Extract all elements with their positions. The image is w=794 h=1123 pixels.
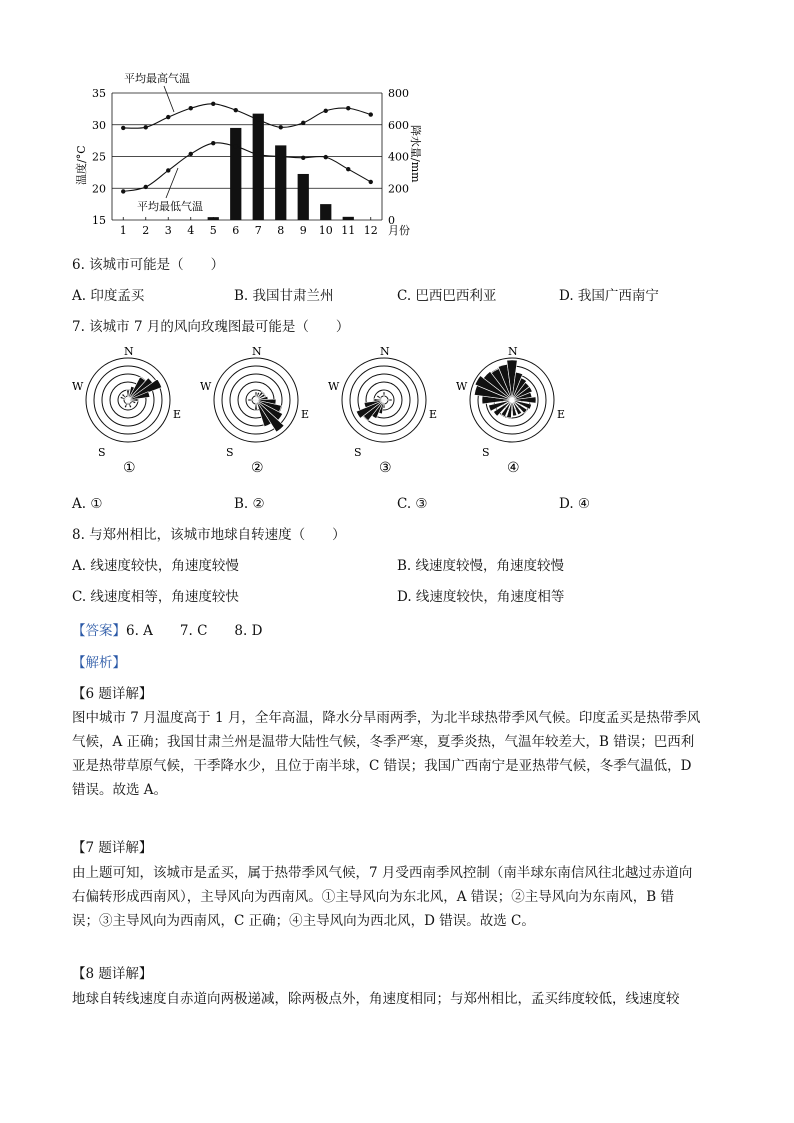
- detail-8-body: [72, 987, 722, 1011]
- temp-high-point: [144, 125, 148, 129]
- precip-bar: [230, 128, 241, 220]
- precip-bar: [298, 174, 309, 220]
- x-tick-label: 12: [363, 224, 378, 237]
- rose-figure-label: ③: [379, 460, 392, 476]
- wind-rose-1: [72, 345, 181, 476]
- temp-low-point: [324, 155, 328, 159]
- leader-high: [164, 86, 174, 112]
- temp-low-point: [211, 141, 215, 145]
- temp-low-point: [144, 185, 148, 189]
- temp-high-point: [256, 117, 260, 121]
- y-left-tick-label: 20: [92, 182, 106, 196]
- temp-high-point: [121, 126, 125, 130]
- climate-chart: [60, 70, 440, 245]
- q8-stem: 8. 与郑州相比，该城市地球自转速度（ ）: [72, 527, 346, 543]
- x-tick-label: 10: [318, 224, 333, 237]
- detail-7-line: 误；③主导风向为西南风，C 正确；④主导风向为西北风，D 错误。故选 C。: [72, 913, 535, 929]
- y-left-tick-label: 30: [92, 118, 106, 132]
- temp-high-point: [301, 121, 305, 125]
- x-tick-label: 11: [341, 224, 356, 237]
- rose-south-label: S: [226, 446, 234, 459]
- answer-tag: 【答案】: [72, 623, 126, 639]
- detail-7-line: 由上题可知，该城市是孟买，属于热带季风气候，7 月受西南季风控制（南半球东南信风往北越过赤道向: [72, 865, 693, 881]
- temp-high-point: [369, 112, 373, 116]
- x-tick-label: 6: [232, 224, 240, 237]
- rose-east-label: E: [173, 408, 182, 421]
- precip-bar: [253, 114, 264, 220]
- detail-8-title: 【8 题详解】: [72, 966, 153, 982]
- q6-option-d[interactable]: D. 我国广西南宁: [559, 288, 659, 304]
- x-tick-label: 2: [142, 224, 150, 237]
- detail-8-line: 地球自转线速度自赤道向两极递减，除两极点外，角速度相同；与郑州相比，孟买纬度较低，线速度较: [72, 991, 680, 1007]
- temp-low-point: [166, 168, 170, 172]
- detail-7-body: [72, 861, 722, 933]
- rose-north-label: N: [508, 345, 518, 358]
- y-left-label: 温度/°C: [75, 145, 88, 185]
- temp-high-point: [234, 108, 238, 112]
- temp-low-point: [279, 154, 283, 158]
- y-right-tick-label: 800: [388, 87, 409, 100]
- rose-figure-label: ④: [507, 460, 520, 476]
- x-tick-label: 3: [164, 224, 172, 237]
- rose-petal: [384, 399, 392, 401]
- q6-stem: 6. 该城市可能是（ ）: [72, 257, 225, 273]
- precip-bar: [343, 217, 354, 220]
- y-right-tick-label: 600: [388, 118, 409, 132]
- y-right-tick-label: 400: [388, 150, 409, 164]
- x-tick-label: 8: [277, 224, 285, 237]
- temp-high-point: [346, 106, 350, 110]
- wind-rose-2: [200, 345, 309, 476]
- temp-high-point: [324, 109, 328, 113]
- series-label-high: 平均最高气温: [124, 72, 190, 85]
- rose-petal: [383, 392, 385, 400]
- rose-south-label: S: [98, 446, 106, 459]
- temp-low-point: [369, 180, 373, 184]
- rose-west-label: W: [72, 380, 84, 393]
- detail-6-body: [72, 706, 722, 802]
- rose-figure-label: ①: [123, 460, 136, 476]
- y-left-tick-label: 15: [92, 214, 106, 227]
- rose-west-label: W: [328, 380, 340, 393]
- temp-low-line: [123, 143, 371, 192]
- analysis-tag: 【解析】: [72, 655, 126, 671]
- detail-7-line: 右偏转形成西南风），主导风向为西南风。①主导风向为东北风，A 错误；②主导风向为东南风，B 错: [72, 889, 675, 905]
- q8-option-b[interactable]: B. 线速度较慢，角速度较慢: [397, 558, 565, 574]
- q8-option-a[interactable]: A. 线速度较快，角速度较慢: [72, 558, 239, 574]
- detail-6-line: 亚是热带草原气候，干季降水少，且位于南半球，C 错误；我国广西南宁是亚热带气候，冬季气温低，D: [72, 758, 692, 774]
- q6-option-b[interactable]: B. 我国甘肃兰州: [234, 288, 334, 304]
- x-tick-label: 7: [254, 224, 262, 237]
- x-tick-label: 5: [209, 224, 217, 237]
- precip-bar: [208, 217, 219, 220]
- x-tick-label: 9: [299, 224, 307, 237]
- temp-low-point: [301, 156, 305, 160]
- q6-option-a[interactable]: A. 印度孟买: [72, 288, 145, 304]
- y-right-label: 降水量/mm: [409, 125, 422, 183]
- wind-rose-3: [328, 345, 437, 476]
- temp-high-point: [279, 125, 283, 129]
- detail-6-line: 图中城市 7 月温度高于 1 月，全年高温，降水分旱雨两季，为北半球热带季风气候。印度孟买是热带季风: [72, 710, 701, 726]
- q8-option-c[interactable]: C. 线速度相等，角速度较快: [72, 589, 239, 605]
- rose-figure-label: ②: [251, 460, 264, 476]
- q7-option-c[interactable]: C. ③: [397, 496, 428, 512]
- x-tick-label: 4: [187, 224, 195, 237]
- rose-west-label: W: [456, 380, 468, 393]
- temp-low-point: [121, 189, 125, 193]
- x-unit-label: 月份: [388, 224, 410, 237]
- q7-option-d[interactable]: D. ④: [559, 496, 591, 512]
- temp-low-point: [234, 144, 238, 148]
- detail-7-title: 【7 题详解】: [72, 840, 153, 856]
- temp-low-point: [256, 152, 260, 156]
- x-tick-label: 1: [119, 224, 127, 237]
- precip-bar: [320, 204, 331, 220]
- rose-east-label: E: [429, 408, 438, 421]
- answer-text: 6. A 7. C 8. D: [126, 623, 263, 639]
- q7-stem: 7. 该城市 7 月的风向玫瑰图最可能是（ ）: [72, 319, 350, 335]
- temp-high-point: [211, 102, 215, 106]
- answer-row: [72, 619, 262, 639]
- rose-north-label: N: [252, 345, 262, 358]
- q7-option-b[interactable]: B. ②: [234, 496, 265, 512]
- y-right-tick-label: 0: [388, 214, 395, 227]
- detail-6-title: 【6 题详解】: [72, 686, 153, 702]
- rose-north-label: N: [124, 345, 134, 358]
- wind-rose-figures: [60, 340, 590, 480]
- q7-option-a[interactable]: A. ①: [72, 496, 103, 512]
- y-left-tick-label: 25: [92, 150, 106, 164]
- temp-high-point: [189, 106, 193, 110]
- wind-rose-4: [456, 345, 565, 476]
- detail-6-line: 气候，A 正确；我国甘肃兰州是温带大陆性气候，冬季严寒，夏季炎热，气温年较差大，B 错误；巴西利: [72, 734, 695, 750]
- rose-petal: [248, 399, 256, 401]
- rose-east-label: E: [557, 408, 566, 421]
- y-right-tick-label: 200: [388, 182, 409, 196]
- q8-option-d[interactable]: D. 线速度较快，角速度相等: [397, 589, 565, 605]
- q6-option-c[interactable]: C. 巴西巴西利亚: [397, 288, 497, 304]
- temp-low-point: [189, 152, 193, 156]
- rose-south-label: S: [482, 446, 490, 459]
- rose-south-label: S: [354, 446, 362, 459]
- rose-north-label: N: [380, 345, 390, 358]
- detail-6-line: 错误。故选 A。: [72, 782, 168, 798]
- rose-east-label: E: [301, 408, 310, 421]
- temp-low-point: [346, 167, 350, 171]
- temp-high-point: [166, 115, 170, 119]
- y-left-tick-label: 35: [92, 87, 106, 100]
- series-label-low: 平均最低气温: [137, 200, 203, 213]
- rose-west-label: W: [200, 380, 212, 393]
